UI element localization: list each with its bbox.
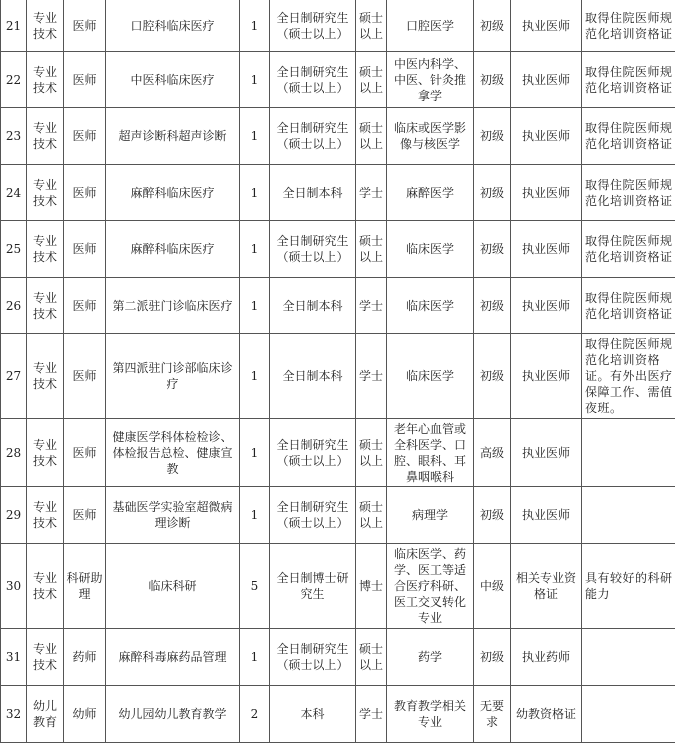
degree-cell: 学士 — [356, 165, 387, 221]
table-row — [1, 52, 675, 108]
degree-cell: 硕士以上 — [356, 221, 387, 278]
major-cell: 教育教学相关专业 — [387, 686, 474, 743]
qualification-cell: 执业医师 — [511, 52, 582, 108]
post-cell: 医师 — [64, 278, 106, 334]
category-cell: 专业技术 — [27, 0, 64, 52]
row-number: 27 — [1, 334, 27, 419]
major-cell: 临床医学 — [387, 221, 474, 278]
title-level-cell: 无要求 — [474, 686, 511, 743]
requirements-cell: 取得住院医师规范化培训资格证 — [582, 165, 675, 221]
degree-cell: 硕士以上 — [356, 419, 387, 487]
title-level-cell: 初级 — [474, 629, 511, 686]
post-cell: 医师 — [64, 419, 106, 487]
requirements-cell: 取得住院医师规范化培训资格证 — [582, 221, 675, 278]
headcount-cell: 1 — [240, 419, 270, 487]
post-cell: 医师 — [64, 487, 106, 544]
requirements-cell: 取得住院医师规范化培训资格证。有外出医疗保障工作、需值夜班。 — [582, 334, 675, 419]
education-cell: 全日制本科 — [270, 165, 356, 221]
category-cell: 专业技术 — [27, 165, 64, 221]
education-cell: 全日制研究生 （硕士以上） — [270, 52, 356, 108]
major-cell: 临床医学、药学、医工等适合医疗科研、医工交叉转化专业 — [387, 544, 474, 629]
major-cell: 老年心血管或全科医学、口腔、眼科、耳鼻咽喉科 — [387, 419, 474, 487]
title-level-cell: 初级 — [474, 0, 511, 52]
education-cell: 全日制研究生 （硕士以上） — [270, 419, 356, 487]
headcount-cell: 1 — [240, 487, 270, 544]
major-cell: 麻醉医学 — [387, 165, 474, 221]
qualification-cell: 执业医师 — [511, 278, 582, 334]
degree-cell: 学士 — [356, 334, 387, 419]
requirements-cell: 取得住院医师规范化培训资格证 — [582, 108, 675, 165]
title-level-cell: 高级 — [474, 419, 511, 487]
requirements-cell — [582, 686, 675, 743]
degree-cell: 硕士以上 — [356, 0, 387, 52]
row-number: 26 — [1, 278, 27, 334]
title-level-cell: 初级 — [474, 334, 511, 419]
major-cell: 病理学 — [387, 487, 474, 544]
requirements-cell: 取得住院医师规范化培训资格证 — [582, 0, 675, 52]
table-row — [1, 686, 675, 743]
degree-cell: 博士 — [356, 544, 387, 629]
degree-cell: 硕士以上 — [356, 108, 387, 165]
major-cell: 药学 — [387, 629, 474, 686]
requirements-cell: 取得住院医师规范化培训资格证 — [582, 278, 675, 334]
department-cell: 第四派驻门诊部临床诊疗 — [106, 334, 240, 419]
title-level-cell: 初级 — [474, 221, 511, 278]
education-cell: 全日制研究生 （硕士以上） — [270, 629, 356, 686]
title-level-cell: 初级 — [474, 278, 511, 334]
major-cell: 临床医学 — [387, 334, 474, 419]
headcount-cell: 5 — [240, 544, 270, 629]
title-level-cell: 中级 — [474, 544, 511, 629]
department-cell: 第二派驻门诊临床医疗 — [106, 278, 240, 334]
row-number: 21 — [1, 0, 27, 52]
degree-cell: 学士 — [356, 686, 387, 743]
department-cell: 中医科临床医疗 — [106, 52, 240, 108]
table-row — [1, 0, 675, 52]
post-cell: 药师 — [64, 629, 106, 686]
table-row — [1, 165, 675, 221]
degree-cell: 学士 — [356, 278, 387, 334]
row-number: 24 — [1, 165, 27, 221]
qualification-cell: 执业药师 — [511, 629, 582, 686]
degree-cell: 硕士以上 — [356, 629, 387, 686]
title-level-cell: 初级 — [474, 487, 511, 544]
major-cell: 临床医学 — [387, 278, 474, 334]
headcount-cell: 1 — [240, 165, 270, 221]
department-cell: 超声诊断科超声诊断 — [106, 108, 240, 165]
post-cell: 医师 — [64, 108, 106, 165]
category-cell: 专业技术 — [27, 487, 64, 544]
qualification-cell: 执业医师 — [511, 221, 582, 278]
post-cell: 幼师 — [64, 686, 106, 743]
education-cell: 全日制研究生 （硕士以上） — [270, 221, 356, 278]
row-number: 22 — [1, 52, 27, 108]
education-cell: 本科 — [270, 686, 356, 743]
department-cell: 麻醉科临床医疗 — [106, 221, 240, 278]
category-cell: 幼儿教育 — [27, 686, 64, 743]
headcount-cell: 1 — [240, 108, 270, 165]
degree-cell: 硕士以上 — [356, 487, 387, 544]
requirements-cell: 具有较好的科研能力 — [582, 544, 675, 629]
table-row — [1, 221, 675, 278]
category-cell: 专业技术 — [27, 334, 64, 419]
title-level-cell: 初级 — [474, 108, 511, 165]
category-cell: 专业技术 — [27, 629, 64, 686]
table-row — [1, 108, 675, 165]
category-cell: 专业技术 — [27, 419, 64, 487]
department-cell: 幼儿园幼儿教育教学 — [106, 686, 240, 743]
requirements-cell — [582, 487, 675, 544]
department-cell: 口腔科临床医疗 — [106, 0, 240, 52]
row-number: 32 — [1, 686, 27, 743]
row-number: 29 — [1, 487, 27, 544]
requirements-cell — [582, 419, 675, 487]
headcount-cell: 1 — [240, 629, 270, 686]
major-cell: 临床或医学影像与核医学 — [387, 108, 474, 165]
headcount-cell: 2 — [240, 686, 270, 743]
major-cell: 口腔医学 — [387, 0, 474, 52]
qualification-cell: 执业医师 — [511, 419, 582, 487]
department-cell: 临床科研 — [106, 544, 240, 629]
qualification-cell: 幼教资格证 — [511, 686, 582, 743]
table-row — [1, 278, 675, 334]
education-cell: 全日制研究生 （硕士以上） — [270, 487, 356, 544]
table-row — [1, 629, 675, 686]
requirements-cell: 取得住院医师规范化培训资格证 — [582, 52, 675, 108]
category-cell: 专业技术 — [27, 52, 64, 108]
qualification-cell: 执业医师 — [511, 487, 582, 544]
department-cell: 麻醉科临床医疗 — [106, 165, 240, 221]
post-cell: 科研助理 — [64, 544, 106, 629]
category-cell: 专业技术 — [27, 221, 64, 278]
headcount-cell: 1 — [240, 334, 270, 419]
department-cell: 麻醉科毒麻药品管理 — [106, 629, 240, 686]
education-cell: 全日制博士研究生 — [270, 544, 356, 629]
headcount-cell: 1 — [240, 0, 270, 52]
category-cell: 专业技术 — [27, 108, 64, 165]
qualification-cell: 相关专业资格证 — [511, 544, 582, 629]
education-cell: 全日制研究生 （硕士以上） — [270, 108, 356, 165]
category-cell: 专业技术 — [27, 544, 64, 629]
title-level-cell: 初级 — [474, 165, 511, 221]
education-cell: 全日制本科 — [270, 334, 356, 419]
row-number: 28 — [1, 419, 27, 487]
table-row — [1, 419, 675, 487]
education-cell: 全日制研究生 （硕士以上） — [270, 0, 356, 52]
row-number: 25 — [1, 221, 27, 278]
qualification-cell: 执业医师 — [511, 0, 582, 52]
table-row — [1, 487, 675, 544]
qualification-cell: 执业医师 — [511, 165, 582, 221]
qualification-cell: 执业医师 — [511, 334, 582, 419]
category-cell: 专业技术 — [27, 278, 64, 334]
qualification-cell: 执业医师 — [511, 108, 582, 165]
department-cell: 健康医学科体检检诊、体检报告总检、健康宣教 — [106, 419, 240, 487]
headcount-cell: 1 — [240, 221, 270, 278]
row-number: 30 — [1, 544, 27, 629]
post-cell: 医师 — [64, 334, 106, 419]
post-cell: 医师 — [64, 52, 106, 108]
major-cell: 中医内科学、中医、针灸推拿学 — [387, 52, 474, 108]
post-cell: 医师 — [64, 221, 106, 278]
table-row — [1, 544, 675, 629]
headcount-cell: 1 — [240, 278, 270, 334]
row-number: 31 — [1, 629, 27, 686]
education-cell: 全日制本科 — [270, 278, 356, 334]
department-cell: 基础医学实验室超微病理诊断 — [106, 487, 240, 544]
post-cell: 医师 — [64, 0, 106, 52]
title-level-cell: 初级 — [474, 52, 511, 108]
row-number: 23 — [1, 108, 27, 165]
headcount-cell: 1 — [240, 52, 270, 108]
table-row — [1, 334, 675, 419]
post-cell: 医师 — [64, 165, 106, 221]
requirements-cell — [582, 629, 675, 686]
degree-cell: 硕士以上 — [356, 52, 387, 108]
